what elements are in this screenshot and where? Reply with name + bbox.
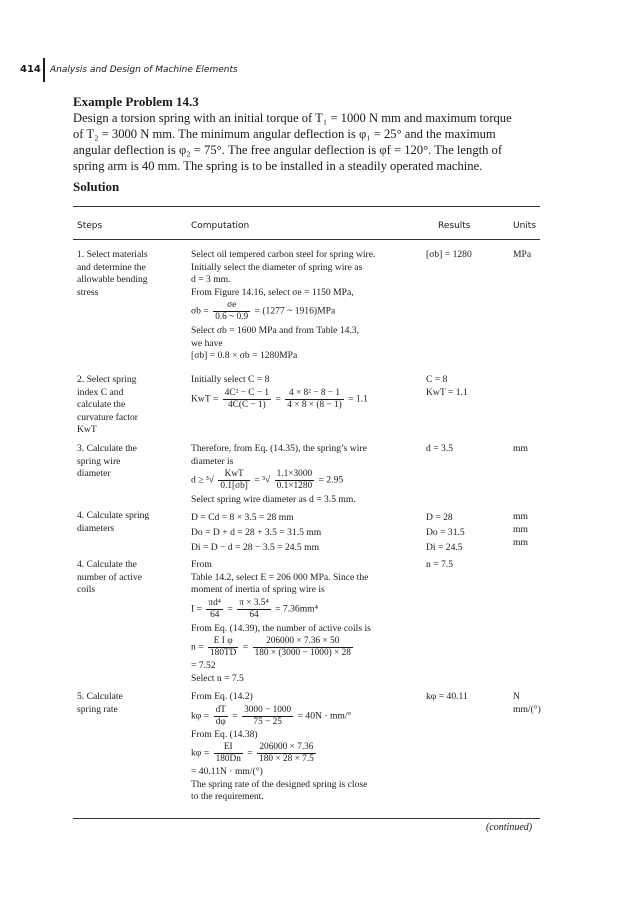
- sigma-b-equation: [191, 300, 423, 323]
- computation-line: Select n = 7.5: [191, 672, 244, 684]
- eq-sign: = ³√: [254, 474, 271, 486]
- header-divider: [43, 58, 45, 82]
- denominator: 180TD: [210, 648, 237, 658]
- denominator: 4C(C − 1): [228, 399, 266, 410]
- step-line: calculate the: [77, 399, 126, 410]
- denominator: dφ: [215, 716, 226, 727]
- step-line: and determine the: [77, 261, 146, 273]
- table-row-1-result: [426, 249, 516, 262]
- computation-line: = 7.52: [191, 660, 216, 671]
- eq-lhs: kφ =: [191, 710, 210, 722]
- fraction: [257, 742, 316, 765]
- step-line: 2. Select spring: [77, 374, 137, 385]
- numerator: 4C² − C − 1: [224, 387, 270, 398]
- step-line: diameter: [77, 468, 111, 479]
- step-line: KwT: [77, 424, 97, 435]
- result-value: [σb] = 1280: [426, 249, 472, 260]
- numerator: EI: [214, 742, 243, 754]
- numerator: πd⁴: [208, 597, 222, 608]
- numerator: 1.1×3000: [276, 469, 313, 479]
- step-line: coils: [77, 584, 96, 595]
- fraction: [237, 598, 270, 621]
- result-value: C = 8: [426, 374, 448, 385]
- computation-line: = 40.11N · mm/(°): [191, 766, 263, 777]
- numerator: π × 3.5⁴: [239, 597, 269, 608]
- computation-line: Di = D − d = 28 − 3.5 = 24.5 mm: [191, 542, 320, 553]
- computation-line: Select spring wire diameter as d = 3.5 mm.: [191, 494, 356, 505]
- solution-heading: Solution: [73, 179, 120, 194]
- result-value: n = 7.5: [426, 559, 453, 570]
- computation-line: Do = D + d = 28 + 3.5 = 31.5 mm: [191, 527, 322, 538]
- fraction: [253, 636, 353, 659]
- eq-lhs: kφ =: [191, 747, 210, 759]
- fraction: [213, 300, 250, 323]
- fraction: [275, 469, 314, 492]
- table-row-4-computation: [191, 510, 423, 555]
- fraction: [223, 388, 271, 411]
- numerator: 206000 × 7.36 × 50: [253, 636, 353, 648]
- spring-rate-equation-1: [191, 705, 423, 728]
- statement-line: Design a torsion spring with an initial torque of T₁ = 1000 N mm and maximum torque: [73, 111, 512, 125]
- unit-value: MPa: [513, 249, 532, 260]
- fraction: [218, 469, 249, 492]
- computation-line: to the requirement.: [191, 791, 264, 802]
- active-coils-equation: [191, 636, 423, 659]
- table-row-6-step: [77, 691, 185, 716]
- denominator: 75 − 25: [253, 716, 282, 727]
- numerator: σe: [213, 300, 250, 312]
- moment-of-inertia-equation: [191, 598, 423, 621]
- computation-line: The spring rate of the designed spring is close: [191, 778, 368, 790]
- step-line: 5. Calculate: [77, 691, 123, 702]
- computation-line: d = 3 mm.: [191, 274, 231, 285]
- step-line: 1. Select materials: [77, 249, 148, 260]
- denominator: 0.1×1280: [276, 481, 313, 491]
- computation-line: From Eq. (14.2): [191, 691, 253, 702]
- eq-lhs: d ≥ ³√: [191, 474, 215, 486]
- denominator: 64: [249, 609, 259, 620]
- computation-line: From Eq. (14.38): [191, 728, 258, 740]
- denominator: 180 × 28 × 7.5: [259, 754, 314, 764]
- table-row-3-computation: [191, 443, 423, 507]
- table-row-3-unit: [513, 443, 543, 456]
- curvature-factor-equation: [191, 388, 423, 411]
- result-value: Do = 31.5: [426, 527, 465, 538]
- eq-lhs: σb =: [191, 305, 209, 317]
- numerator: KwT: [218, 469, 249, 481]
- numerator: E I φ: [208, 636, 238, 648]
- denominator: 64: [210, 609, 220, 620]
- step-line: number of active: [77, 571, 142, 583]
- denominator: 4 × 8 × (8 − 1): [287, 399, 342, 410]
- step-line: spring wire: [77, 455, 121, 467]
- numerator: 4 × 8² − 8 − 1: [285, 388, 343, 400]
- eq-rhs: = 40N · mm/°: [297, 710, 352, 722]
- result-value: d = 3.5: [426, 443, 453, 454]
- eq-sign: =: [227, 603, 233, 615]
- example-title: Example Problem 14.3: [73, 94, 199, 109]
- statement-line: angular deflection is φ₂ = 75°. The free angular deflection is φf = 120°. The length of: [73, 143, 503, 157]
- numerator: dT: [215, 704, 226, 715]
- table-row-6-computation: [191, 691, 423, 804]
- unit-value: mm: [513, 443, 528, 454]
- result-value: kφ = 40.11: [426, 691, 468, 702]
- eq-rhs: = 2.95: [318, 474, 344, 486]
- result-value: KwT = 1.1: [426, 386, 468, 398]
- table-row-5-step: [77, 559, 185, 597]
- table-row-1-step: [77, 249, 185, 299]
- statement-line: of T₂ = 3000 N mm. The minimum angular deflection is φ₁ = 25° and the maximum: [73, 127, 496, 141]
- running-title: Analysis and Design of Machine Elements: [50, 65, 238, 75]
- spring-rate-equation-2: [191, 742, 423, 765]
- computation-line: Therefore, from Eq. (14.35), the spring’s wire: [191, 443, 367, 454]
- numerator: 206000 × 7.36: [257, 742, 316, 754]
- eq-rhs: = 7.36mm⁴: [275, 603, 318, 615]
- eq-rhs: = (1277 ~ 1916)MPa: [254, 305, 336, 317]
- wire-diameter-equation: [191, 469, 423, 492]
- fraction: [208, 636, 238, 659]
- table-row-1-computation: [191, 249, 423, 363]
- eq-lhs: n =: [191, 641, 204, 653]
- computation-line: Table 14.2, select E = 206 000 MPa. Since the: [191, 571, 369, 583]
- eq-rhs: = 1.1: [348, 393, 368, 405]
- col-header-units: Units: [513, 221, 537, 231]
- unit-value: N: [513, 691, 520, 702]
- computation-line: D = Cd = 8 × 3.5 = 28 mm: [191, 512, 294, 523]
- table-row-6-result: [426, 691, 516, 704]
- step-line: index C and: [77, 386, 124, 398]
- fraction: [285, 388, 343, 411]
- denominator: 0.6 ~ 0.9: [215, 312, 249, 322]
- eq-sign: =: [275, 393, 281, 405]
- fraction: [242, 705, 293, 728]
- table-row-4-step: [77, 510, 185, 535]
- table-row-3-result: [426, 443, 516, 456]
- col-header-steps: Steps: [77, 221, 103, 231]
- computation-line: From: [191, 559, 212, 570]
- eq-sign: =: [247, 747, 253, 759]
- computation-line: From Eq. (14.39), the number of active coils is: [191, 622, 371, 634]
- statement-line: spring arm is 40 mm. The spring is to be installed in a steadily operated machine.: [73, 159, 483, 173]
- unit-value: mm: [513, 511, 528, 522]
- step-line: stress: [77, 286, 99, 298]
- table-row-1-unit: [513, 249, 543, 262]
- denominator: 0.1[σb]: [220, 481, 248, 491]
- computation-line: Initially select the diameter of spring wire as: [191, 261, 363, 273]
- result-value: Di = 24.5: [426, 542, 463, 553]
- table-row-2-computation: [191, 374, 423, 411]
- eq-sign: =: [232, 710, 238, 722]
- fraction: [214, 742, 243, 765]
- computation-line: moment of inertia of spring wire is: [191, 584, 325, 595]
- step-line: spring rate: [77, 703, 118, 715]
- table-row-2-result: [426, 374, 516, 399]
- step-line: curvature factor: [77, 411, 138, 423]
- step-line: 4. Calculate spring: [77, 510, 150, 521]
- continued-note: (continued): [486, 822, 533, 833]
- numerator: 3000 − 1000: [244, 704, 292, 715]
- computation-line: Initially select C = 8: [191, 374, 270, 385]
- table-row-6-unit: [513, 691, 543, 716]
- table-top-rule: [73, 206, 540, 207]
- table-row-2-step: [77, 374, 185, 437]
- step-line: 4. Calculate the: [77, 559, 137, 570]
- col-header-computation: Computation: [191, 221, 250, 231]
- table-header-rule: [73, 239, 540, 240]
- col-header-results: Results: [438, 221, 471, 231]
- denominator: 180Dn: [215, 754, 241, 764]
- eq-lhs: I =: [191, 603, 203, 615]
- eq-lhs: KwT =: [191, 393, 219, 405]
- eq-sign: =: [242, 641, 249, 653]
- table-bottom-rule: [73, 818, 540, 819]
- step-line: diameters: [77, 522, 115, 534]
- fraction: [206, 598, 223, 621]
- unit-value: mm: [513, 537, 528, 548]
- fraction: [214, 705, 228, 728]
- table-row-4-unit: [513, 510, 543, 549]
- computation-line: Select oil tempered carbon steel for spring wire.: [191, 249, 376, 260]
- table-row-5-computation: [191, 559, 423, 685]
- computation-line: diameter is: [191, 455, 234, 467]
- denominator: 180 × (3000 − 1000) × 28: [254, 648, 351, 658]
- computation-line: [σb] = 0.8 × σb = 1280MPa: [191, 350, 298, 361]
- example-statement: [73, 110, 543, 174]
- table-row-4-result: [426, 510, 516, 555]
- computation-line: Select σb = 1600 MPa and from Table 14.3,: [191, 325, 360, 336]
- unit-value: mm: [513, 524, 528, 535]
- unit-value: mm/(°): [513, 703, 541, 715]
- result-value: D = 28: [426, 512, 453, 523]
- table-row-3-step: [77, 443, 185, 481]
- page-number: 414: [20, 64, 41, 75]
- step-line: allowable bending: [77, 274, 148, 285]
- step-line: 3. Calculate the: [77, 443, 137, 454]
- computation-line: From Figure 14.16, select σe = 1150 MPa,: [191, 286, 354, 298]
- table-row-5-result: [426, 559, 516, 572]
- computation-line: we have: [191, 337, 223, 349]
